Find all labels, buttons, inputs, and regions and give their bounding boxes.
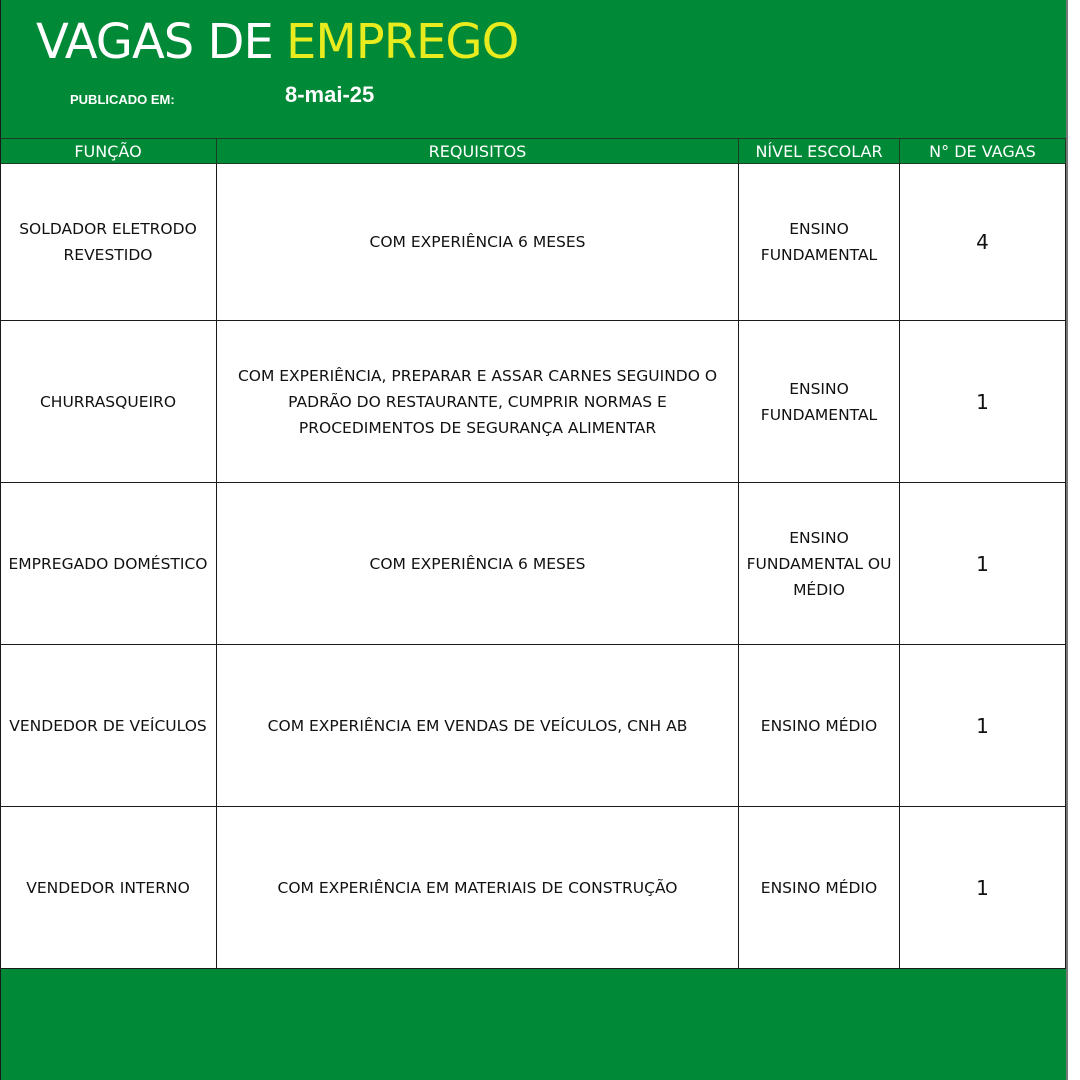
published-date: 8-mai-25 bbox=[285, 82, 375, 107]
cell-vagas: 1 bbox=[900, 483, 1066, 644]
header-banner bbox=[0, 0, 1066, 139]
cell-nivel-escolar: ENSINO FUNDAMENTAL bbox=[739, 164, 900, 320]
column-header-funcao: FUNÇÃO bbox=[0, 139, 217, 164]
cell-vagas: 1 bbox=[900, 321, 1066, 482]
cell-vagas: 4 bbox=[900, 164, 1066, 320]
cell-requisitos: COM EXPERIÊNCIA 6 MESES bbox=[217, 483, 739, 644]
right-border bbox=[1066, 0, 1068, 1080]
cell-requisitos: COM EXPERIÊNCIA, PREPARAR E ASSAR CARNES SEGUINDO O PADRÃO DO RESTAURANTE, CUMPRIR NORMAS E PROCEDIMENTOS DE SEGURANÇA ALIMENTAR bbox=[217, 321, 739, 482]
table-row bbox=[0, 807, 1066, 969]
footer-banner bbox=[0, 969, 1066, 1080]
column-header-nivel-escolar: NÍVEL ESCOLAR bbox=[739, 139, 900, 164]
title-vagas-de: VAGAS DE bbox=[36, 14, 273, 70]
title-emprego: EMPREGO bbox=[286, 14, 519, 70]
cell-funcao: SOLDADOR ELETRODO REVESTIDO bbox=[0, 164, 217, 320]
cell-requisitos: COM EXPERIÊNCIA 6 MESES bbox=[217, 164, 739, 320]
left-border bbox=[0, 0, 1, 1080]
cell-nivel-escolar: ENSINO MÉDIO bbox=[739, 807, 900, 968]
table-row bbox=[0, 645, 1066, 807]
cell-funcao: EMPREGADO DOMÉSTICO bbox=[0, 483, 217, 644]
table-row bbox=[0, 321, 1066, 483]
cell-requisitos: COM EXPERIÊNCIA EM VENDAS DE VEÍCULOS, CNH AB bbox=[217, 645, 739, 806]
column-header-vagas: N° DE VAGAS bbox=[900, 139, 1066, 164]
cell-nivel-escolar: ENSINO FUNDAMENTAL OU MÉDIO bbox=[739, 483, 900, 644]
cell-funcao: VENDEDOR DE VEÍCULOS bbox=[0, 645, 217, 806]
table-row bbox=[0, 164, 1066, 321]
cell-nivel-escolar: ENSINO FUNDAMENTAL bbox=[739, 321, 900, 482]
cell-vagas: 1 bbox=[900, 645, 1066, 806]
cell-nivel-escolar: ENSINO MÉDIO bbox=[739, 645, 900, 806]
column-header-requisitos: REQUISITOS bbox=[217, 139, 739, 164]
cell-funcao: VENDEDOR INTERNO bbox=[0, 807, 217, 968]
cell-vagas: 1 bbox=[900, 807, 1066, 968]
published-label: PUBLICADO EM: bbox=[70, 92, 175, 107]
cell-funcao: CHURRASQUEIRO bbox=[0, 321, 217, 482]
cell-requisitos: COM EXPERIÊNCIA EM MATERIAIS DE CONSTRUÇÃO bbox=[217, 807, 739, 968]
table-row bbox=[0, 483, 1066, 645]
